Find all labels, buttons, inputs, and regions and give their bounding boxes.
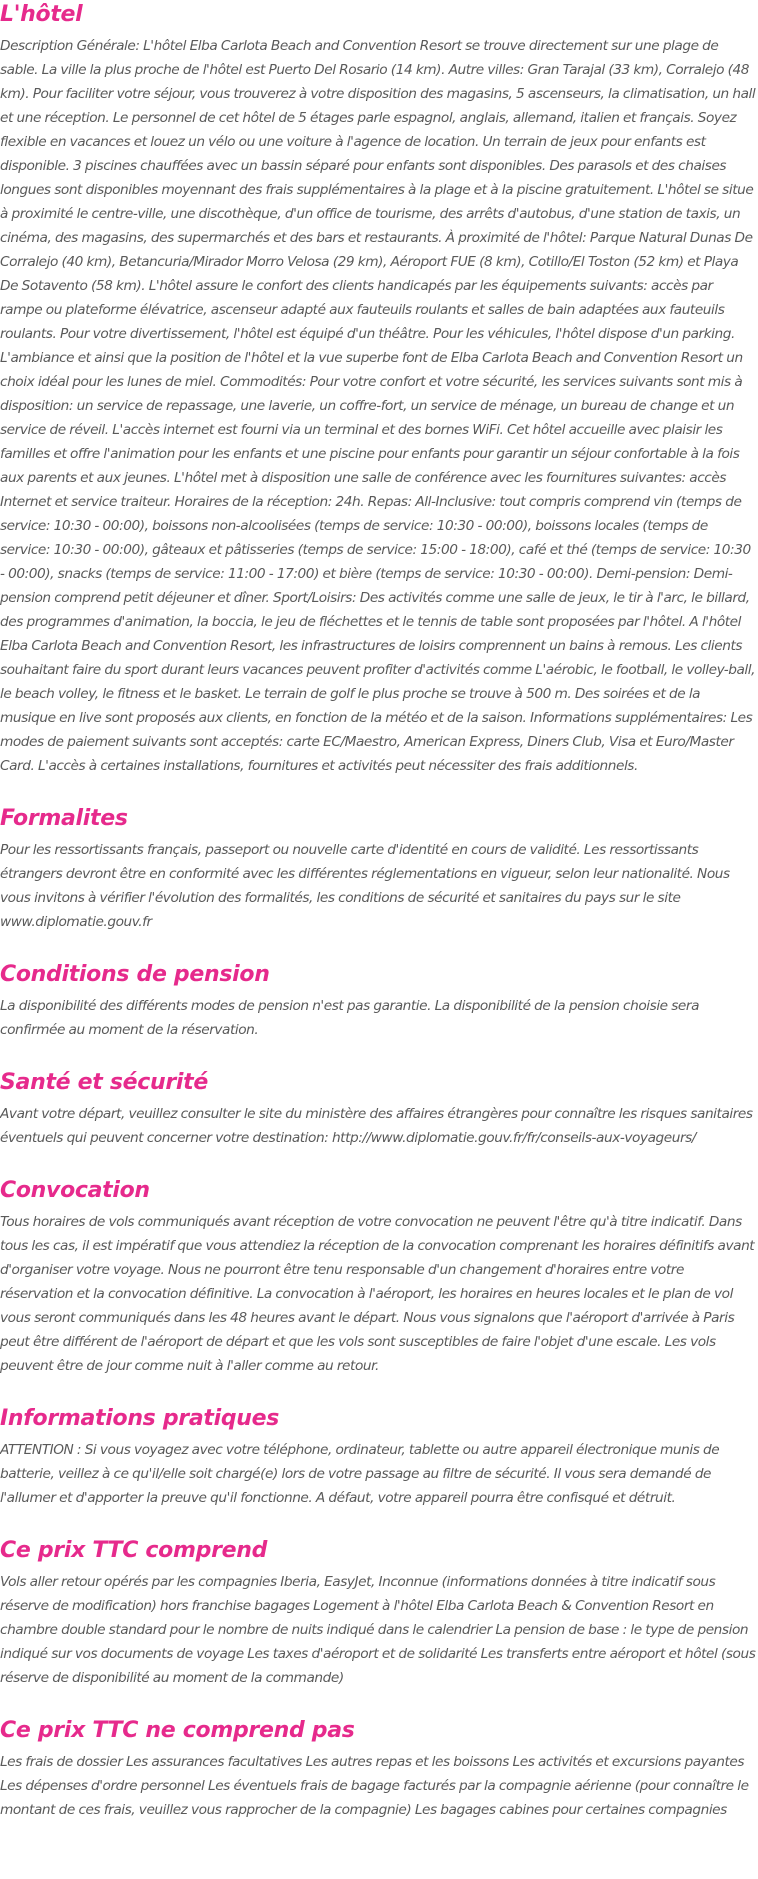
section-body: La disponibilité des différents modes de pension n'est pas garantie. La disponibilité de la pension choisie sera confirmée au moment de la réservation.	[0, 998, 700, 1038]
section-title: L'hôtel	[0, 2, 83, 27]
section-hotel	[0, 0, 758, 778]
section-body: Description Générale: L'hôtel Elba Carlota Beach and Convention Resort se trouve directement sur une plage de sable. La ville la plus proche de l'hôtel est Puerto Del Rosario (14 km). Autre villes: Gran Tarajal (33 km), Corralejo (48 km). Pour faciliter votre séjour, vous trouverez à votre disposition des magasins, 5 ascenseurs, la climatisation, un hall et une réception. Le personnel de cet hôtel de 5 étages parle espagnol, anglais, allemand, italien et français. Soyez flexible en vacances et louez un vélo ou une voiture à l'agence de location. Un terrain de jeux pour enfants est disponible. 3 piscines chauffées avec un bassin séparé pour enfants sont disponibles. Des parasols et des chaises longues sont disponibles moyennant des frais supplémentaires à la plage et à la piscine gratuitement. L'hôtel se situe à proximité le centre-ville, une discothèque, d'un office de tourisme, des arrêts d'autobus, d'une station de taxis, un cinéma, des magasins, des supermarchés et des bars et restaurants. À proximité de l'hôtel: Parque Natural Dunas De Corralejo (40 km), Betancuria/Mirador Morro Velosa (29 km), Aéroport FUE (8 km), Cotillo/El Toston (52 km) et Playa De Sotavento (58 km). L'hôtel assure le confort des clients handicapés par les équipements suivants: accès par rampe ou plateforme élévatrice, ascenseur adapté aux fauteuils roulants et salles de bain adaptées aux fauteuils roulants. Pour votre divertissement, l'hôtel est équipé d'un théâtre. Pour les véhicules, l'hôtel dispose d'un parking. L'ambiance et ainsi que la position de l'hôtel et la vue superbe font de Elba Carlota Beach and Convention Resort un choix idéal pour les lunes de miel. Commodités: Pour votre confort et votre sécurité, les services suivants sont mis à disposition: un service de repassage, une laverie, un coffre-fort, un service de ménage, un bureau de change et un service de réveil. L'accès internet est fourni via un terminal et des bornes WiFi. Cet hôtel accueille avec plaisir les familles et offre l'animation pour les enfants et une piscine pour enfants pour garantir un séjour confortable à la fois aux parents et aux jeunes. L'hôtel met à disposition une salle de conférence avec les fournitures suivantes: accès Internet et service traiteur. Horaires de la réception: 24h. Repas: All-Inclusive: tout compris comprend vin (temps de service: 10:30 - 00:00), boissons non-alcoolisées (temps de service: 10:30 - 00:00), boissons locales (temps de service: 10:30 - 00:00), gâteaux et pâtisseries (temps de service: 15:00 - 18:00), café et thé (temps de service: 10:30 - 00:00), snacks (temps de service: 11:00 - 17:00) et bière (temps de service: 10:30 - 00:00). Demi-pension: Demi-pension comprend petit déjeuner et dîner. Sport/Loisirs: Des activités comme une salle de jeux, le tir à l'arc, le billard, des programmes d'animation, la boccia, le jeu de fléchettes et le tennis de table sont proposées par l'hôtel. A l'hôtel Elba Carlota Beach and Convention Resort, les infrastructures de loisirs comprennent un bains à remous. Les clients souhaitant faire du sport durant leurs vacances peuvent profiter d'activités comme L'aérobic, le football, le volley-ball, le beach volley, le fitness et le basket. Le terrain de golf le plus proche se trouve à 500 m. Des soirées et de la musique en live sont proposés aux clients, en fonction de la météo et de la saison. Informations supplémentaires: Les modes de paiement suivants sont acceptés: carte EC/Maestro, American Express, Diners Club, Visa et Euro/Master Card. L'accès à certaines installations, fournitures et activités peut nécessiter des frais additionnels.	[0, 38, 756, 774]
section-title: Santé et sécurité	[0, 1070, 208, 1095]
section-title: Informations pratiques	[0, 1406, 280, 1431]
section-title: Formalites	[0, 806, 128, 831]
section-body: Avant votre départ, veuillez consulter le site du ministère des affaires étrangères pour connaître les risques sanitaires éventuels qui peuvent concerner votre destination: http://www.diplomatie.gouv.fr/fr/conseils-aux-voyageurs/	[0, 1106, 753, 1146]
section-title: Convocation	[0, 1178, 150, 1203]
section-informations-pratiques	[0, 1404, 758, 1510]
section-title: Ce prix TTC comprend	[0, 1538, 268, 1563]
section-body: Les frais de dossier Les assurances facultatives Les autres repas et les boissons Les activités et excursions payantes Les dépenses d'ordre personnel Les éventuels frais de bagage facturés par la compagnie aérienne (pour connaître le montant de ces frais, veuillez vous rapprocher de la compagnie) Les bagages cabines pour certaines compagnies	[0, 1754, 749, 1818]
section-sante-securite	[0, 1068, 758, 1150]
section-body: Pour les ressortissants français, passeport ou nouvelle carte d'identité en cours de validité. Les ressortissants étrangers devront être en conformité avec les différentes réglementations en vigueur, selon leur nationalité. Nous vous invitons à vérifier l'évolution des formalités, les conditions de sécurité et sanitaires du pays sur le site www.diplomatie.gouv.fr	[0, 842, 730, 930]
section-body: Vols aller retour opérés par les compagnies Iberia, EasyJet, Inconnue (informations données à titre indicatif sous réserve de modification) hors franchise bagages Logement à l'hôtel Elba Carlota Beach & Convention Resort en chambre double standard pour le nombre de nuits indiqué dans le calendrier La pension de base : le type de pension indiqué sur vos documents de voyage Les taxes d'aéroport et de solidarité Les transferts entre aéroport et hôtel (sous réserve de disponibilité au moment de la commande)	[0, 1574, 756, 1686]
section-convocation	[0, 1176, 758, 1378]
section-formalites	[0, 804, 758, 934]
section-conditions-pension	[0, 960, 758, 1042]
section-body: Tous horaires de vols communiqués avant réception de votre convocation ne peuvent l'être qu'à titre indicatif. Dans tous les cas, il est impératif que vous attendiez la réception de la convocation comprenant les horaires définitifs avant d'organiser votre voyage. Nous ne pourront être tenu responsable d'un changement d'horaires entre votre réservation et la convocation définitive. La convocation à l'aéroport, les horaires en heures locales et le plan de vol vous seront communiqués dans les 48 heures avant le départ. Nous vous signalons que l'aéroport d'arrivée à Paris peut être différent de l'aéroport de départ et que les vols sont susceptibles de faire l'objet d'une escale. Les vols peuvent être de jour comme nuit à l'aller comme au retour.	[0, 1214, 755, 1374]
section-prix-ne-comprend-pas	[0, 1716, 758, 1822]
section-title: Conditions de pension	[0, 962, 270, 987]
section-body: ATTENTION : Si vous voyagez avec votre téléphone, ordinateur, tablette ou autre appareil électronique munis de batterie, veillez à ce qu'il/elle soit chargé(e) lors de votre passage au filtre de sécurité. Il vous sera demandé de l'allumer et d'apporter la preuve qu'il fonctionne. A défaut, votre appareil pourra être confisqué et détruit.	[0, 1442, 720, 1506]
section-title: Ce prix TTC ne comprend pas	[0, 1718, 355, 1743]
section-prix-comprend	[0, 1536, 758, 1690]
